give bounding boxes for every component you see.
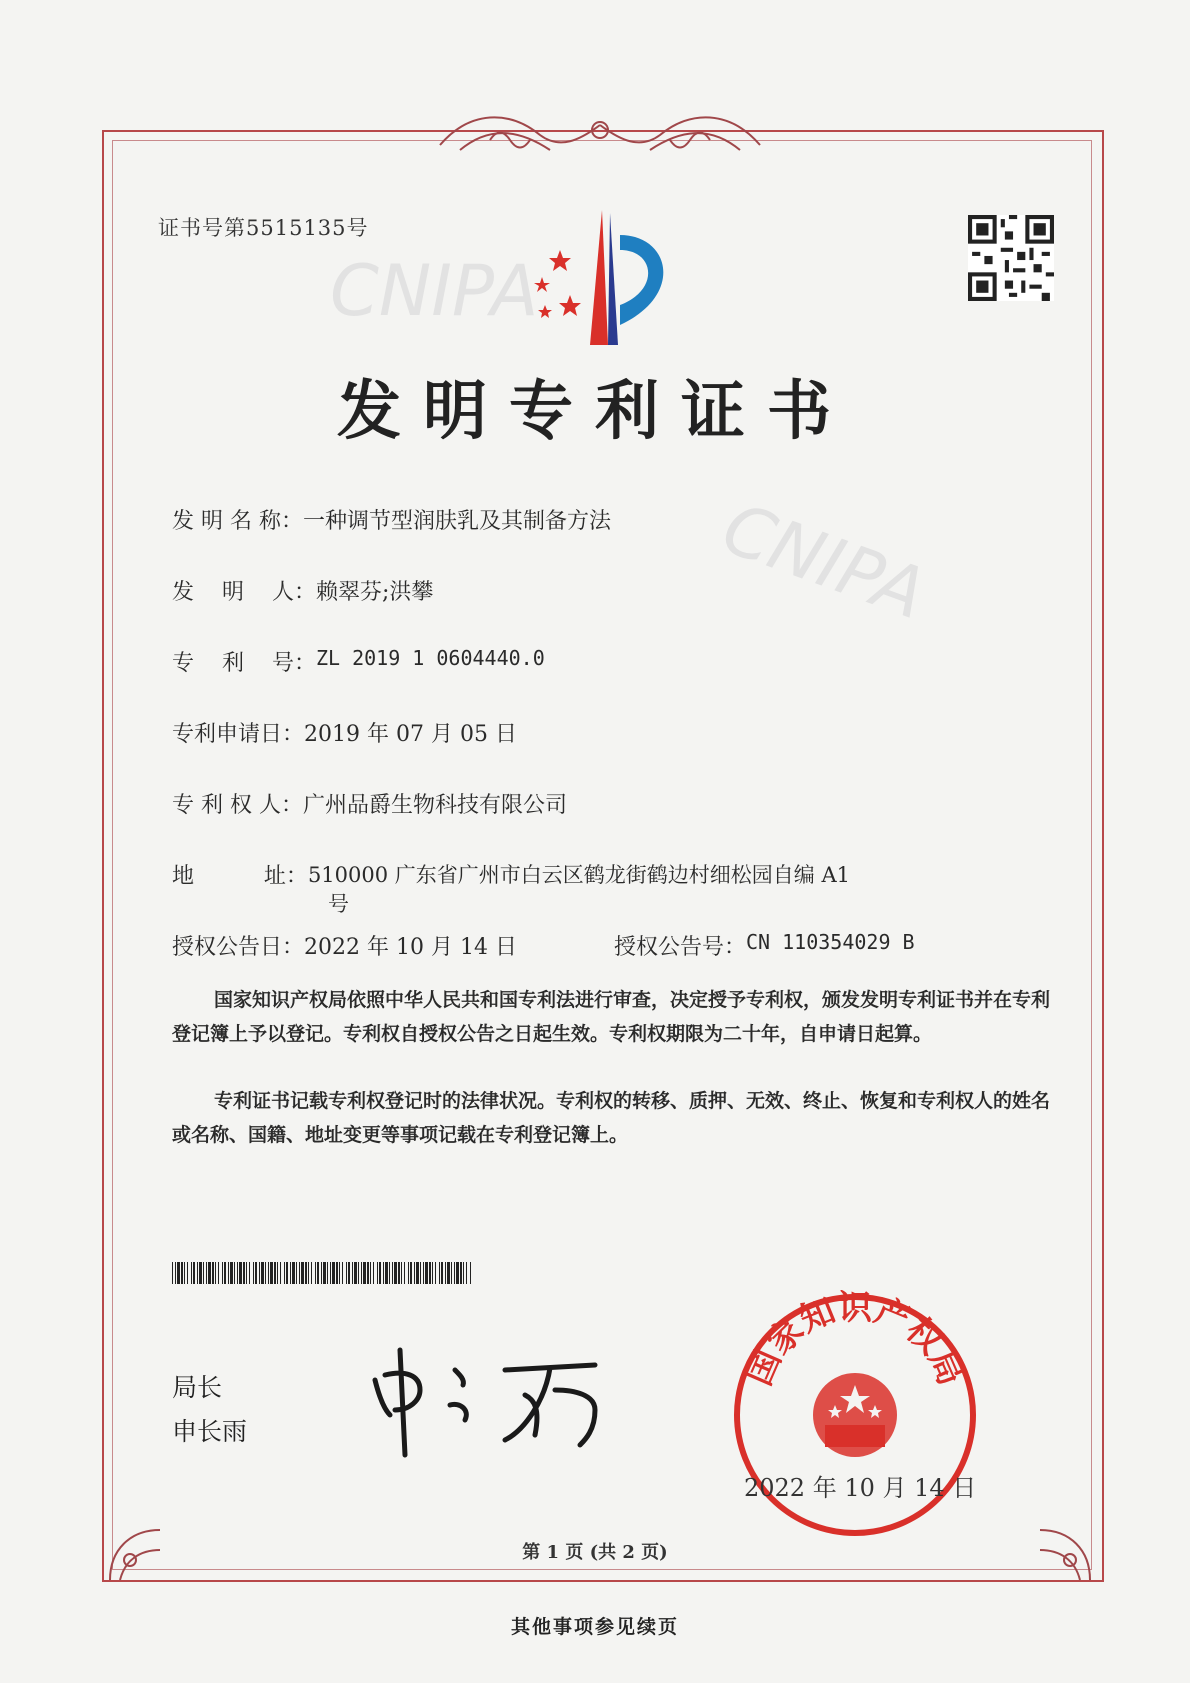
inventor-field	[172, 575, 433, 606]
field-value: CN 110354029 B	[746, 930, 915, 954]
page-indicator: 第 1 页 (共 2 页)	[522, 1542, 668, 1563]
continuation-note: 其他事项参见续页	[510, 1616, 679, 1638]
director-title: 局长	[172, 1373, 223, 1402]
patentee-field	[172, 788, 567, 819]
field-label: 专利申请日：	[172, 722, 305, 747]
field-label: 发 明 人：	[172, 580, 316, 605]
invention-name-field	[172, 504, 611, 535]
field-label: 专 利 权 人：	[172, 793, 303, 818]
field-label: 专 利 号：	[172, 651, 316, 676]
certificate-number: 证书号第5515135号	[158, 216, 369, 240]
director-name: 申长雨	[172, 1417, 248, 1446]
top-ornament	[430, 100, 770, 170]
address-field	[172, 859, 850, 890]
grant-date-field	[172, 930, 517, 961]
address-line-2: 号	[328, 892, 349, 916]
legal-paragraph: 专利证书记载专利权登记时的法律状况。专利权的转移、质押、无效、终止、恢复和专利权人的姓名或名称、国籍、地址变更等事项记载在专利登记簿上。	[172, 1090, 1051, 1146]
patent-number-field	[172, 646, 545, 677]
application-date-field	[172, 717, 517, 748]
field-label: 发 明 名 称：	[172, 509, 303, 534]
field-value: 510000 广东省广州市白云区鹤龙街鹤边村细松园自编 A1	[307, 863, 850, 887]
field-value: 赖翠芬;洪攀	[315, 580, 434, 605]
field-value: 一种调节型润肤乳及其制备方法	[302, 509, 611, 534]
barcode	[172, 1262, 474, 1284]
seal-date: 2022 年 10 月 14 日	[744, 1474, 977, 1502]
seal-text: 国家知识产权局	[739, 1290, 971, 1392]
field-label: 地 址：	[172, 864, 308, 889]
field-label: 授权公告日：	[172, 935, 305, 960]
watermark: CNIPA	[712, 486, 937, 636]
director-signature	[365, 1340, 615, 1460]
field-value: ZL 2019 1 0604440.0	[315, 646, 545, 670]
field-value: 2019 年 07 月 05 日	[304, 722, 517, 747]
watermark: CNIPA	[330, 250, 539, 332]
field-label: 授权公告号：	[614, 935, 747, 960]
cnipa-logo	[520, 205, 690, 350]
field-value: 广州品爵生物科技有限公司	[302, 793, 567, 818]
certificate-title: 发明专利证书	[337, 374, 853, 449]
field-value: 2022 年 10 月 14 日	[304, 935, 517, 960]
legal-paragraph: 国家知识产权局依照中华人民共和国专利法进行审查，决定授予专利权，颁发发明专利证书并在专利登记簿上予以登记。专利权自授权公告之日起生效。专利权期限为二十年，自申请日起算。	[172, 989, 1051, 1045]
qr-code	[968, 215, 1054, 301]
grant-number-field	[614, 930, 915, 961]
